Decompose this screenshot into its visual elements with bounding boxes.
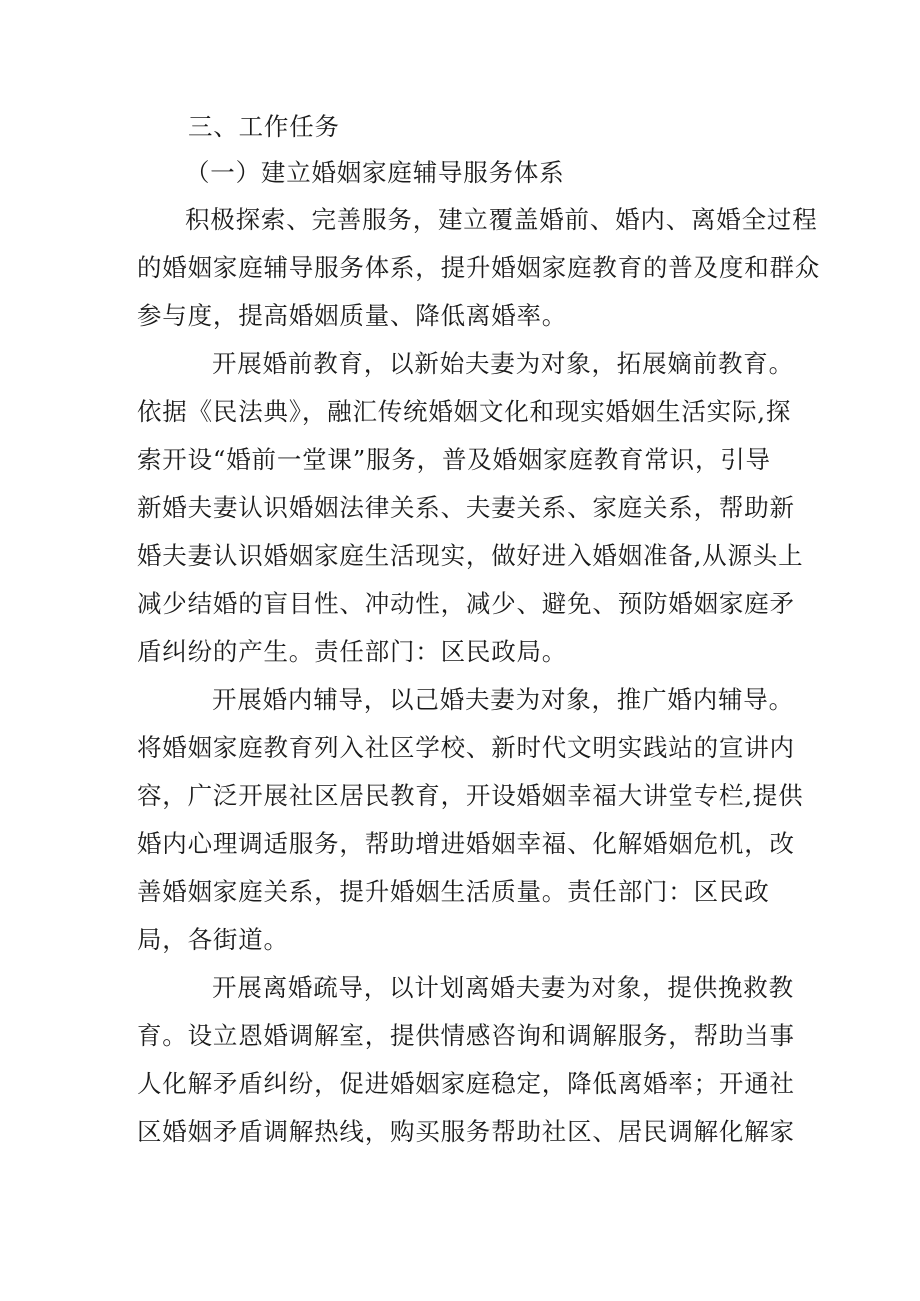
- paragraph-line: 索开设“婚前一堂课”服务，普及婚姻家庭教育常识，引导: [137, 445, 771, 474]
- paragraph-line: 盾纠纷的产生。责任部门：区民政局。: [137, 637, 568, 666]
- paragraph-line: 开展离婚疏导，以计划离婚夫妻为对象，提供挽救教: [212, 973, 794, 1002]
- paragraph-line: 将婚姻家庭教育列入社区学校、新时代文明实践站的宣讲内: [137, 733, 795, 762]
- paragraph-line: 的婚姻家庭辅导服务体系，提升婚姻家庭教育的普及度和群众: [137, 253, 821, 282]
- paragraph-line: 容，广泛开展社区居民教育，开设婚姻幸福大讲堂专栏,提供: [137, 781, 804, 810]
- paragraph-line: 积极探索、完善服务，建立覆盖婚前、婚内、离婚全过程: [185, 205, 818, 234]
- paragraph-line: 婚内心理调适服务，帮助增进婚姻幸福、化解婚姻危机，改: [137, 829, 795, 858]
- paragraph-line: 新婚夫妻认识婚姻法律关系、夫妻关系、家庭关系，帮助新: [137, 493, 795, 522]
- paragraph-line: 开展婚内辅导，以己婚夫妻为对象，推广婚内辅导。: [212, 685, 794, 714]
- paragraph-line: 区婚姻矛盾调解热线，购买服务帮助社区、居民调解化解家: [137, 1117, 795, 1146]
- paragraph-line: 局，各街道。: [137, 925, 289, 954]
- paragraph-line: 开展婚前教育，以新始夫妻为对象，拓展嫡前教育。: [212, 349, 794, 378]
- paragraph-line: 婚夫妻认识婚姻家庭生活现实，做好进入婚姻准备,从源头上: [137, 541, 804, 570]
- paragraph-line: 参与度，提高婚姻质量、降低离婚率。: [137, 301, 568, 330]
- paragraph-line: 人化解矛盾纠纷，促进婚姻家庭稳定，降低离婚率；开通社: [137, 1069, 795, 1098]
- paragraph-line: 减少结婚的盲目性、冲动性，减少、避免、预防婚姻家庭矛: [137, 589, 795, 618]
- subsection-heading: （一）建立婚姻家庭辅导服务体系: [185, 158, 565, 187]
- paragraph-line: 依据《民法典》，融汇传统婚姻文化和现实婚姻生活实际,探: [137, 397, 792, 426]
- section-heading: 三、工作任务: [188, 112, 340, 141]
- paragraph-line: 善婚姻家庭关系，提升婚姻生活质量。责任部门：区民政: [137, 877, 770, 906]
- paragraph-line: 育。设立恩婚调解室，提供情感咨询和调解服务，帮助当事: [137, 1021, 795, 1050]
